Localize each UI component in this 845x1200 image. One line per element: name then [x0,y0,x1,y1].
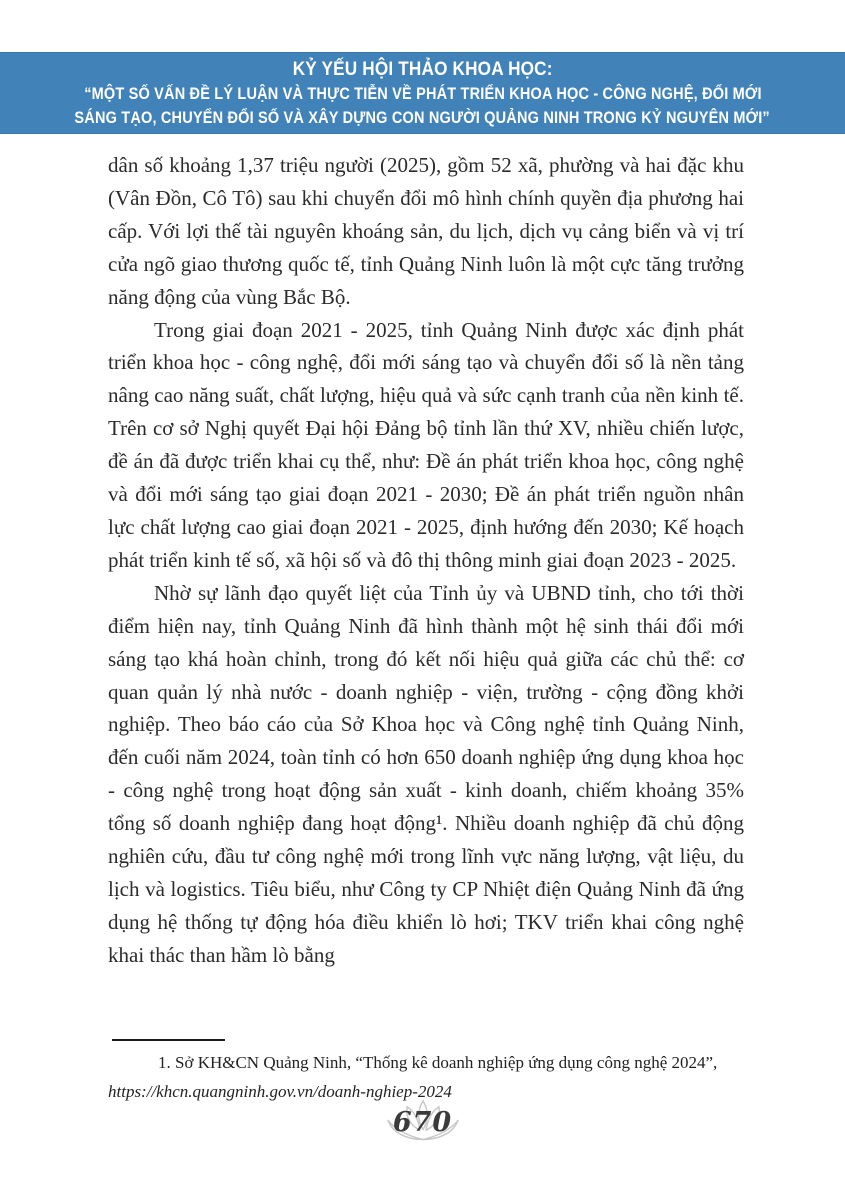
banner-subtitle-line1: “MỘT SỐ VẤN ĐỀ LÝ LUẬN VÀ THỰC TIỄN VỀ PHÁT TRIỂN KHOA HỌC - CÔNG NGHỆ, ĐỔI MỚI [83,84,762,103]
banner-title: KỶ YẾU HỘI THẢO KHOA HỌC: [292,57,553,80]
footnote-url: https://khcn.quangninh.gov.vn/doanh-nghiep-2024 [108,1082,452,1101]
page-body [108,149,744,972]
page-footer [0,1098,845,1158]
footnote-citation: 1. Sở KH&CN Quảng Ninh, “Thống kê doanh nghiệp ứng dụng công nghệ 2024”, [158,1053,718,1072]
paragraph-continuation: dân số khoảng 1,37 triệu người (2025), gồm 52 xã, phường và hai đặc khu (Vân Đồn, Cô Tô) sau khi chuyển đổi mô hình chính quyền địa phương hai cấp. Với lợi thế tài nguyên khoáng sản, du lịch, dịch vụ cảng biển và vị trí cửa ngõ giao thương quốc tế, tỉnh Quảng Ninh luôn là một cực tăng trưởng năng động của vùng Bắc Bộ. [108,153,744,309]
paragraph: Trong giai đoạn 2021 - 2025, tỉnh Quảng Ninh được xác định phát triển khoa học - công nghệ, đổi mới sáng tạo và chuyển đổi số là nền tảng nâng cao năng suất, chất lượng, hiệu quả và sức cạnh tranh của nền kinh tế. Trên cơ sở Nghị quyết Đại hội Đảng bộ tỉnh lần thứ XV, nhiều chiến lược, đề án đã được triển khai cụ thể, như: Đề án phát triển khoa học, công nghệ và đổi mới sáng tạo giai đoạn 2021 - 2030; Đề án phát triển nguồn nhân lực chất lượng cao giai đoạn 2021 - 2025, định hướng đến 2030; Kế hoạch phát triển kinh tế số, xã hội số và đô thị thông minh giai đoạn 2023 - 2025. [108,317,744,572]
footnote-section [108,1039,748,1106]
banner-subtitle-line2: SÁNG TẠO, CHUYỂN ĐỔI SỐ VÀ XÂY DỰNG CON NGƯỜI QUẢNG NINH TRONG KỶ NGUYÊN MỚI” [74,108,771,127]
footnote-divider [112,1039,225,1041]
page-number-ornament [385,1098,461,1146]
conference-banner [0,52,845,134]
page-number: 670 [392,1107,453,1138]
paragraph: Nhờ sự lãnh đạo quyết liệt của Tỉnh ủy và UBND tỉnh, cho tới thời điểm hiện nay, tỉnh Quảng Ninh đã hình thành một hệ sinh thái đổi mới sáng tạo khá hoàn chỉnh, trong đó kết nối hiệu quả giữa các chủ thể: cơ quan quản lý nhà nước - doanh nghiệp - viện, trường - cộng đồng khởi nghiệp. Theo báo cáo của Sở Khoa học và Công nghệ tỉnh Quảng Ninh, đến cuối năm 2024, toàn tỉnh có hơn 650 doanh nghiệp ứng dụng khoa học - công nghệ trong hoạt động sản xuất - kinh doanh, chiếm khoảng 35% tổng số doanh nghiệp đang hoạt động¹. Nhiều doanh nghiệp đã chủ động nghiên cứu, đầu tư công nghệ mới trong lĩnh vực năng lượng, vật liệu, du lịch và logistics. Tiêu biểu, như Công ty CP Nhiệt điện Quảng Ninh đã ứng dụng hệ thống tự động hóa điều khiển lò hơi; TKV triển khai công nghệ khai thác than hầm lò bằng [108,580,744,967]
